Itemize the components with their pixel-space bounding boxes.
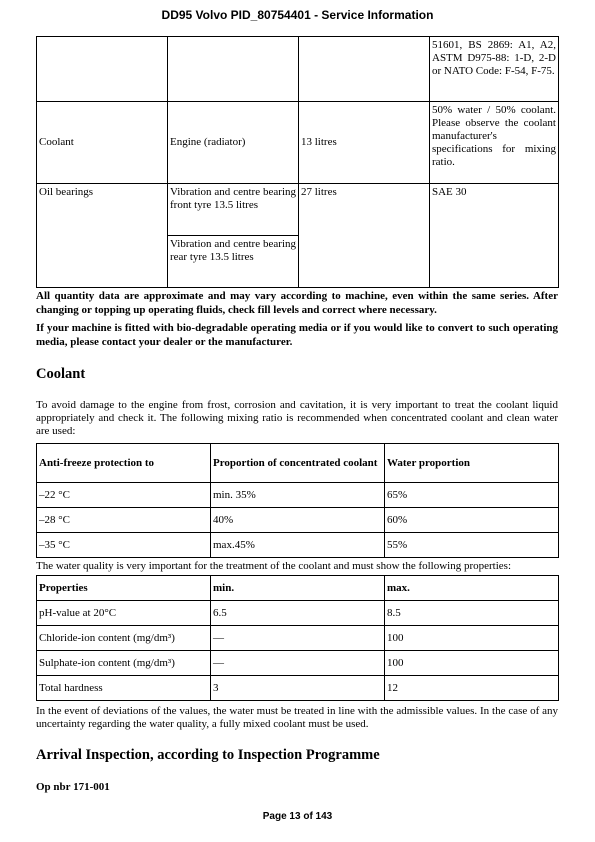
table-cell: –22 °C [37,483,211,508]
table-cell: — [211,626,385,651]
table-cell: Sulphate-ion content (mg/dm³) [37,651,211,676]
table-cell: 50% water / 50% coolant. Please observe the coolant manufacturer's specifications for mixing ratio. [430,102,559,184]
table-cell: 6.5 [211,601,385,626]
table-cell: Chloride-ion content (mg/dm³) [37,626,211,651]
column-header: Properties [37,576,211,601]
table-cell: 8.5 [385,601,559,626]
op-number: Op nbr 171-001 [36,781,110,793]
table-cell [299,37,430,102]
page-footer: Page 13 of 143 [262,811,333,822]
table-cell: 51601, BS 2869: A1, A2, ASTM D975-88: 1-D, 2-D or NATO Code: F-54, F-75. [430,37,559,102]
table-cell: Total hardness [37,676,211,701]
table-cell: –28 °C [37,508,211,533]
table-row [37,37,559,102]
table-cell: 27 litres [299,184,430,288]
fluids-table [36,36,559,288]
table-row [37,626,559,651]
column-header: Anti-freeze protection to [37,444,211,483]
table-cell: Oil bearings [37,184,168,288]
table-header-row [37,444,559,483]
table-row [37,184,559,236]
arrival-inspection-heading: Arrival Inspection, according to Inspection Programme [36,747,380,763]
column-header: min. [211,576,385,601]
table-row [37,533,559,558]
coolant-heading: Coolant [36,366,86,382]
table-cell: Engine (radiator) [168,102,299,184]
table-row [37,508,559,533]
column-header: Proportion of concentrated coolant [211,444,385,483]
table-cell: Coolant [37,102,168,184]
table-row [37,651,559,676]
table-cell: 40% [211,508,385,533]
table-cell: 65% [385,483,559,508]
water-properties-table [36,575,559,701]
table-cell: –35 °C [37,533,211,558]
table-cell [168,37,299,102]
table-cell: 60% [385,508,559,533]
table-cell: 3 [211,676,385,701]
coolant-intro: To avoid damage to the engine from frost, corrosion and cavitation, it is very important to treat the coolant liquid appropriately and check it. The following mixing ratio is recommended when concentrated coolant and clean water are used: [36,399,558,437]
table-cell: 55% [385,533,559,558]
table-cell: 100 [385,651,559,676]
table-header-row [37,576,559,601]
table-cell: — [211,651,385,676]
table-cell: Vibration and centre bearing front tyre 13.5 litres [168,184,299,236]
deviation-text: In the event of deviations of the values, the water must be treated in line with the admissible values. In the case of any uncertainty regarding the water quality, a fully mixed coolant must be used. [36,705,558,730]
table-row [37,601,559,626]
table-row [37,483,559,508]
table-cell: min. 35% [211,483,385,508]
page-header: DD95 Volvo PID_80754401 - Service Information [161,8,434,22]
table-row [37,676,559,701]
biodegradable-note: If your machine is fitted with bio-degradable operating media or if you would like to convert to such operating media, please contact your dealer or the manufacturer. [36,322,558,348]
table-cell: 13 litres [299,102,430,184]
table-row [37,102,559,184]
quantity-note: All quantity data are approximate and may vary according to machine, even within the same series. After changing or topping up operating fluids, check fill levels and correct where necessary. [36,290,558,316]
table-cell: 12 [385,676,559,701]
column-header: Water proportion [385,444,559,483]
table-cell: 100 [385,626,559,651]
table-cell: SAE 30 [430,184,559,288]
mixing-ratio-table [36,443,559,558]
table-cell: Vibration and centre bearing rear tyre 13.5 litres [168,236,299,288]
water-quality-text: The water quality is very important for the treatment of the coolant and must show the following properties: [36,560,512,572]
table-cell [37,37,168,102]
column-header: max. [385,576,559,601]
table-cell: pH-value at 20°C [37,601,211,626]
table-cell: max.45% [211,533,385,558]
